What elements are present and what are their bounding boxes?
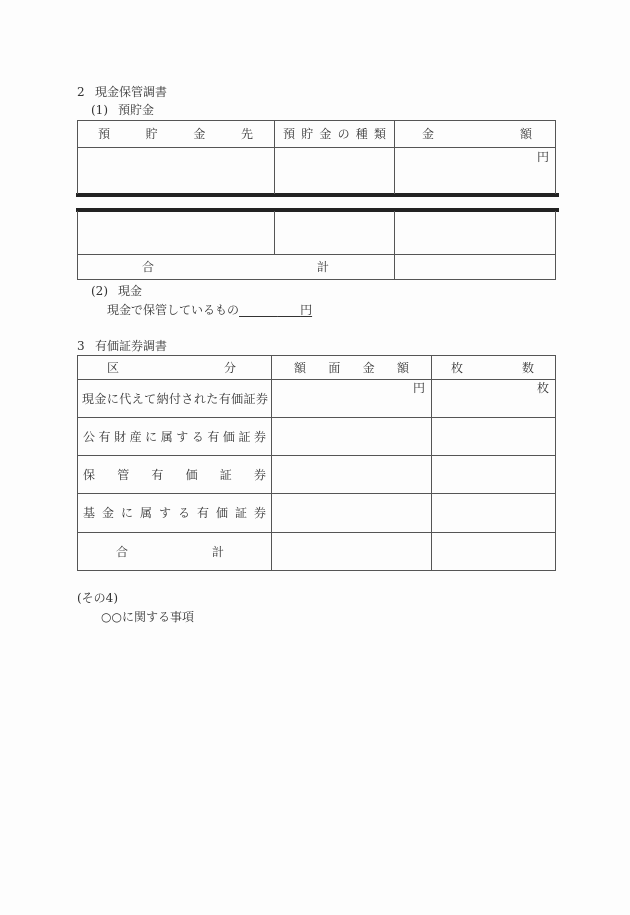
deposit-type-cell[interactable] [275,148,394,193]
deposits-total-amount-cell[interactable] [395,255,555,279]
quantity-cell[interactable] [432,380,555,417]
table-border-bottom [77,570,556,571]
header-deposit-type: 預貯金の種類 [283,127,386,141]
quantity-cell[interactable] [432,456,555,493]
deposit-institution-cell-2[interactable] [78,212,274,254]
deposits-total-label: 合計 [142,260,329,274]
border-right [555,355,556,571]
face-value-cell[interactable] [272,418,431,455]
header-quantity: 枚数 [451,360,534,375]
quantity-cell[interactable] [432,418,555,455]
face-value-cell[interactable] [272,456,431,493]
section-2-heading: 現金保管調書 [95,85,168,99]
header-category: 区分 [107,360,236,375]
face-value-cell[interactable] [272,380,431,417]
yen-unit: 円 [412,381,425,395]
section-3-number: 3 [77,339,85,353]
border-right-lower [555,211,556,280]
header-amount: 金額 [422,127,532,141]
row-label-fund: 基金に属する有価証券 [83,506,266,520]
securities-total-label: 合計 [116,544,224,559]
part4-label: (その4) [77,591,118,605]
border-right-upper [555,120,556,194]
row-label-public-property: 公有財産に属する有価証券 [83,429,266,444]
cash-line [107,303,312,317]
deposits-subheading: 預貯金 [118,103,155,117]
yen-unit: 円 [536,150,549,164]
face-value-cell[interactable] [272,494,431,532]
amount-cell-2[interactable] [395,212,555,254]
row-label-custody: 保管有価証券 [83,467,266,482]
cash-text: 現金で保管しているもの [107,303,240,317]
amount-cell[interactable] [395,148,555,193]
table-border-bottom [77,279,556,280]
quantity-total-cell[interactable] [432,533,555,570]
row-label-cash-substitute: 現金に代えて納付された有価証券 [82,391,268,406]
cash-subheading: 現金 [118,284,143,298]
deposit-institution-cell[interactable] [78,148,274,193]
face-value-total-cell[interactable] [272,533,431,570]
omission-line-top [76,193,559,197]
header-face-value: 額面金額 [294,360,409,375]
section-2-number: 2 [77,85,85,99]
part4-item: ○○に関する事項 [101,610,194,624]
deposits-marker: (1) [91,103,108,117]
sheets-unit: 枚 [536,381,549,395]
quantity-cell[interactable] [432,494,555,532]
cash-unit: 円 [300,303,313,317]
deposit-type-cell-2[interactable] [275,212,394,254]
cash-amount-blank[interactable] [239,303,312,317]
section-3-heading: 有価証券調書 [95,339,168,353]
header-deposit-institution: 預貯金先 [98,127,253,141]
cash-marker: (2) [91,284,108,298]
